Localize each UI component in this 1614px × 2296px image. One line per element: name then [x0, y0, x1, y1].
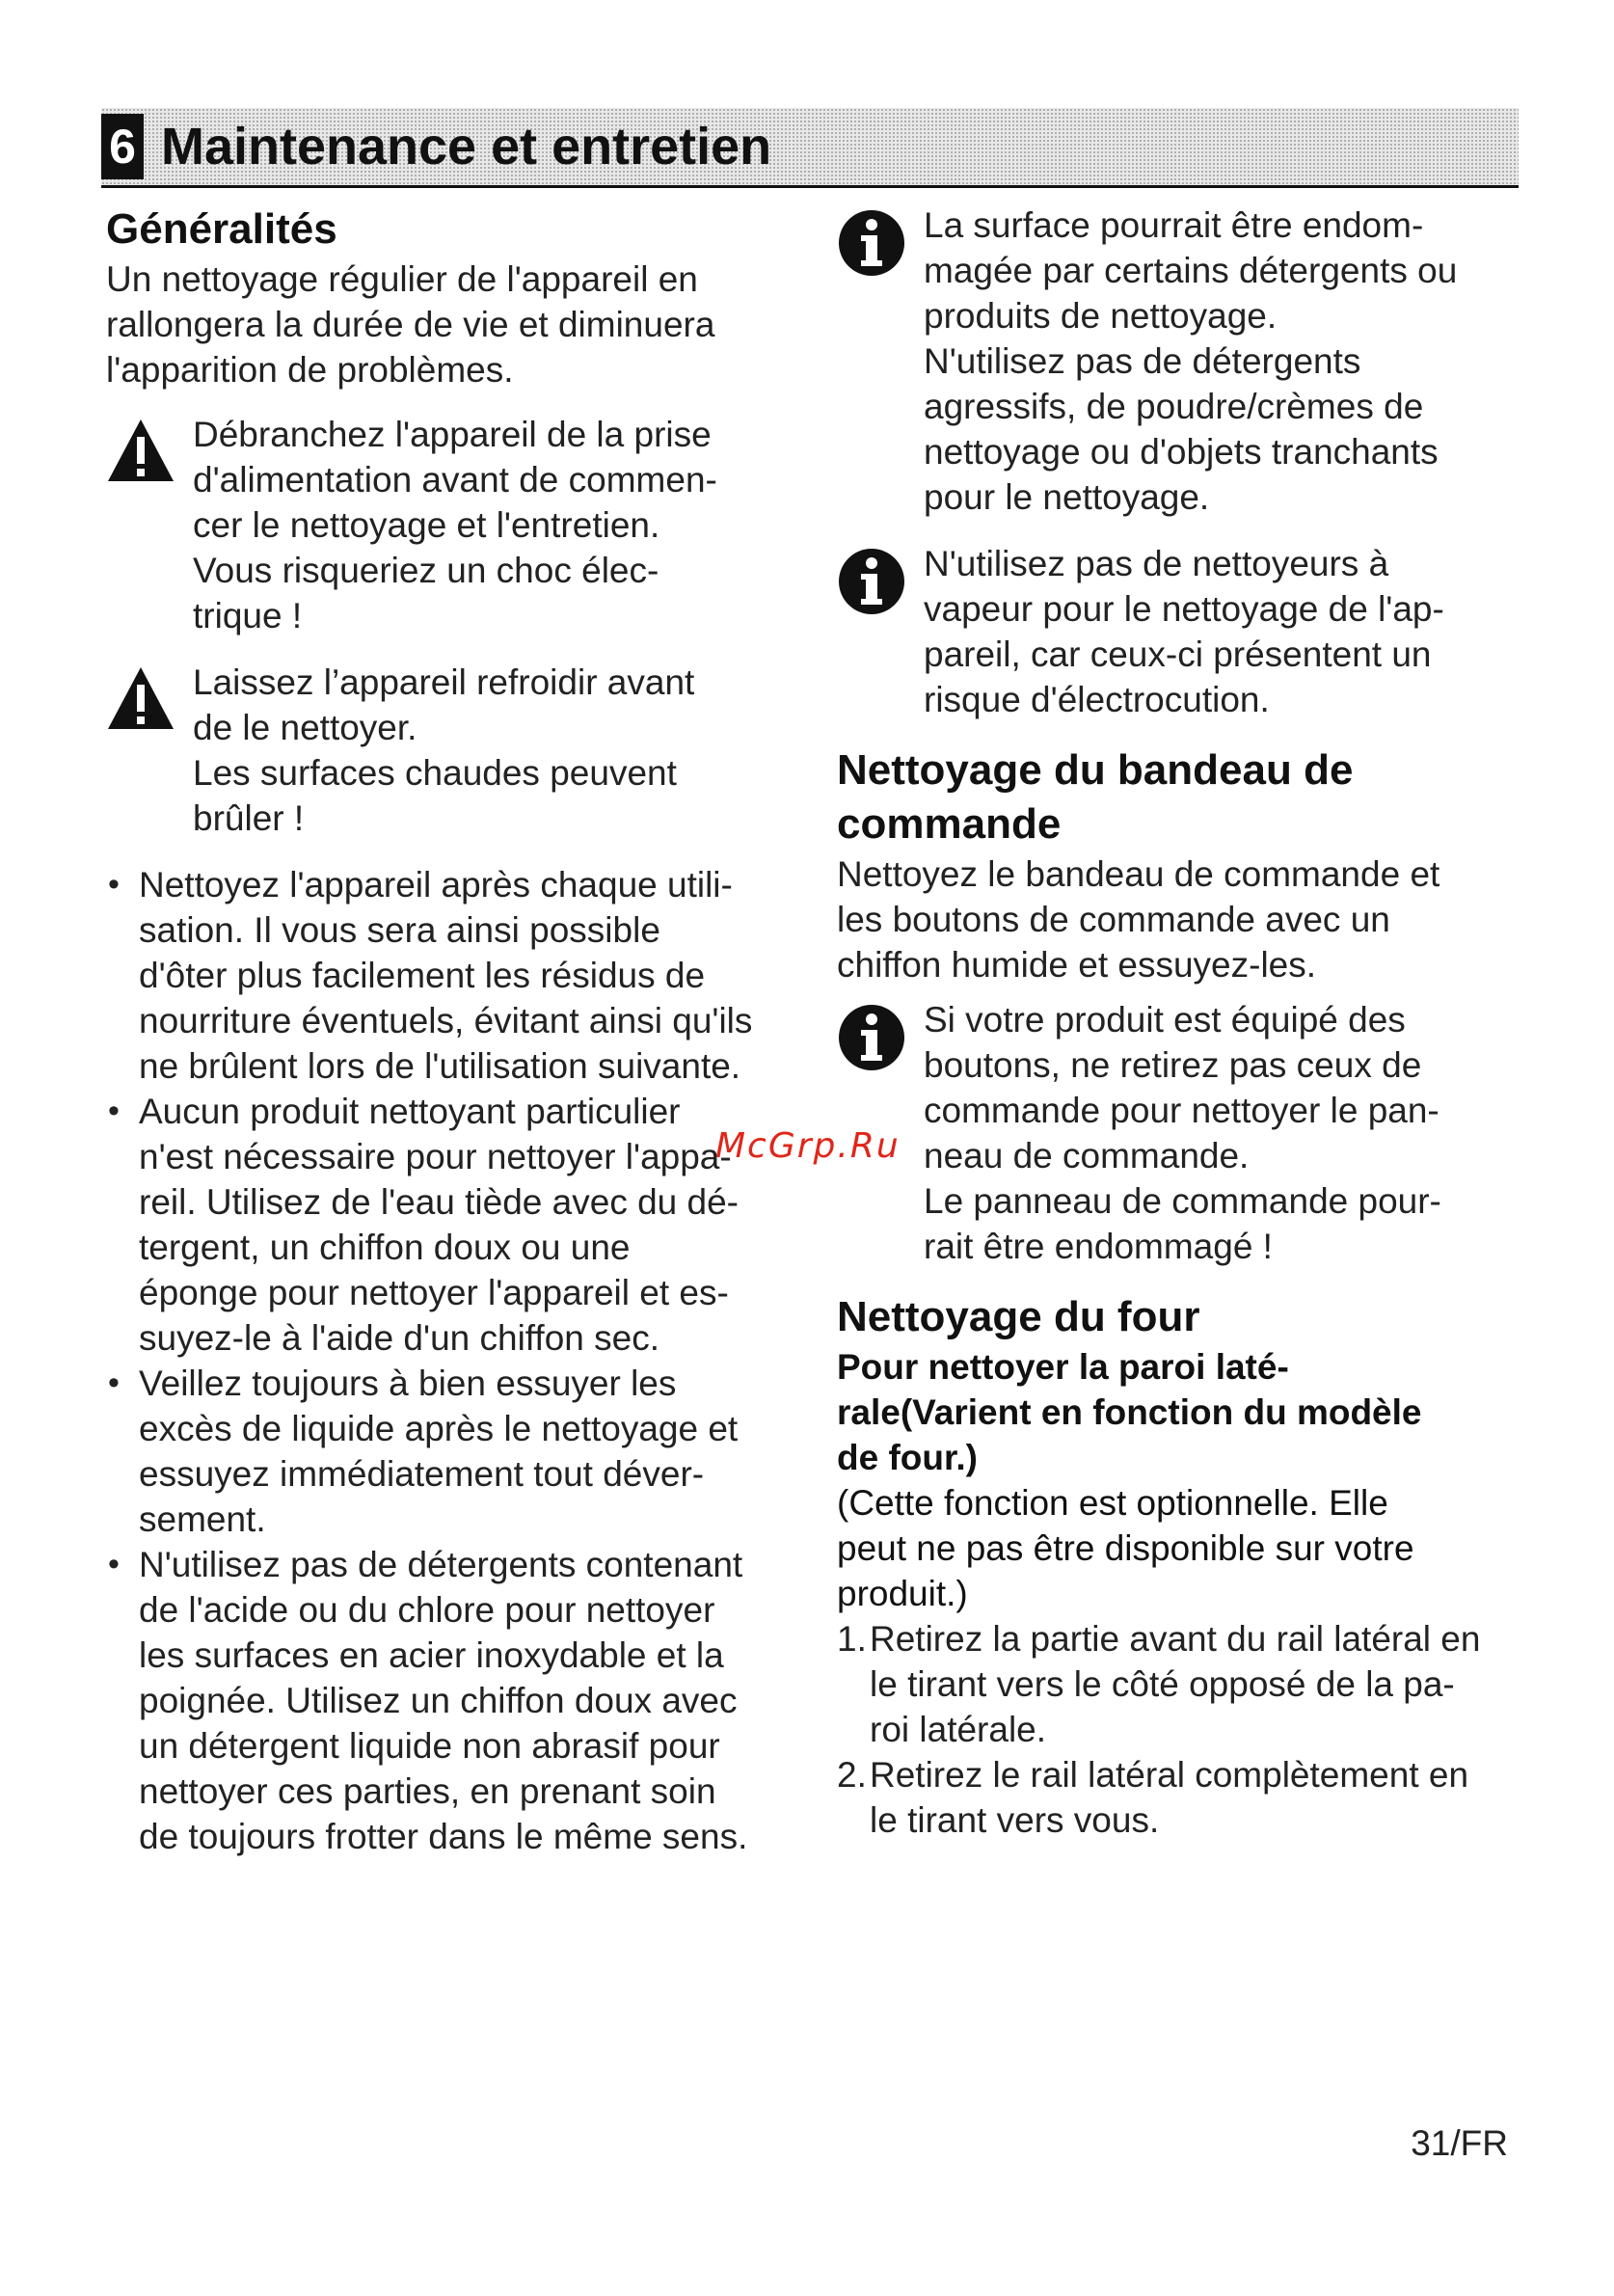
list-item: • N'utilisez pas de détergents contenant de l'acide ou du chlore pour nettoyer les surfaces en acier inoxydable et la poignée. Utilisez un chiffon doux avec un détergent liquide non abrasif pour nettoyer ces parties, en prenant soin de toujours frotter dans le même sens. [106, 1542, 800, 1859]
info-icon [837, 547, 906, 621]
list-item: • Veillez toujours à bien essuyer les excès de liquide après le nettoyage et essuyez immédiatement tout déver- sement. [106, 1361, 800, 1542]
oven-cleaning-heading: Nettoyage du four [837, 1293, 1200, 1340]
list-item: 2. Retirez le rail latéral complètement en le tirant vers vous. [837, 1755, 1469, 1840]
general-text: Un nettoyage régulier de l'appareil en rallongera la durée de vie et diminuera l'apparition de problèmes. [106, 259, 715, 390]
list-item: 1. Retirez la partie avant du rail latéral en le tirant vers le côté opposé de la pa- roi latérale. [837, 1619, 1481, 1749]
warning-unplug: Débranchez l'appareil de la prise d'alimentation avant de commen- cer le nettoyage et l'entretien. Vous risqueriez un choc élec- trique ! [106, 412, 800, 638]
info-icon [837, 1003, 906, 1077]
section-number: 6 [101, 114, 144, 179]
section-title: Maintenance et entretien [161, 118, 772, 176]
side-wall-subheading: Pour nettoyer la paroi laté- rale(Varient en fonction du modèle de four.) [837, 1347, 1422, 1477]
list-item: • Aucun produit nettoyant particulier n'est nécessaire pour nettoyer l'appa- reil. Utilisez de l'eau tiède avec du dé- tergent, un chiffon doux ou une éponge pour nettoyer l'appareil et es- suyez-le à l'aide d'un chiffon sec. [106, 1089, 800, 1361]
general-heading: Généralités [106, 205, 337, 253]
optional-note: (Cette fonction est optionnelle. Elle peut ne pas être disponible sur votre produit.) [837, 1483, 1414, 1613]
watermark: McGrp.Ru [715, 1126, 901, 1166]
cleaning-tips-list [106, 862, 800, 1859]
section-header [101, 108, 1519, 188]
warning-cool-down: Laissez l’appareil refroidir avant de le nettoyer. Les surfaces chaudes peuvent brûler ! [106, 660, 800, 841]
warning-icon [106, 665, 175, 738]
right-column [837, 203, 1526, 1843]
info-surface-damage: La surface pourrait être endom- magée par certains détergents ou produits de nettoyage. N'utilisez pas de détergents agressifs, de poudre/crèmes de nettoyage ou d'objets tranchants pour le nettoyage. [837, 203, 1526, 520]
page-number: 31/FR [1411, 2123, 1508, 2163]
left-column [106, 203, 800, 1859]
info-steam-cleaner: N'utilisez pas de nettoyeurs à vapeur pour le nettoyage de l'ap- pareil, car ceux-ci présentent un risque d'électrocution. [837, 541, 1526, 722]
list-item: • Nettoyez l'appareil après chaque utili- sation. Il vous sera ainsi possible d'ôter plus facilement les résidus de nourriture éventuels, évitant ainsi qu'ils ne brûlent lors de l'utilisation suivante. [106, 862, 800, 1089]
panel-cleaning-heading: Nettoyage du bandeau de commande [837, 746, 1354, 848]
info-knobs: Si votre produit est équipé des boutons, ne retirez pas ceux de commande pour nettoyer le pan- neau de commande. Le panneau de commande pour- rait être endommagé ! [837, 997, 1526, 1269]
info-icon [837, 208, 906, 283]
panel-cleaning-text: Nettoyez le bandeau de commande et les boutons de commande avec un chiffon humide et essuyez-les. [837, 854, 1440, 985]
steps-list [837, 1616, 1526, 1843]
warning-icon [106, 418, 175, 490]
